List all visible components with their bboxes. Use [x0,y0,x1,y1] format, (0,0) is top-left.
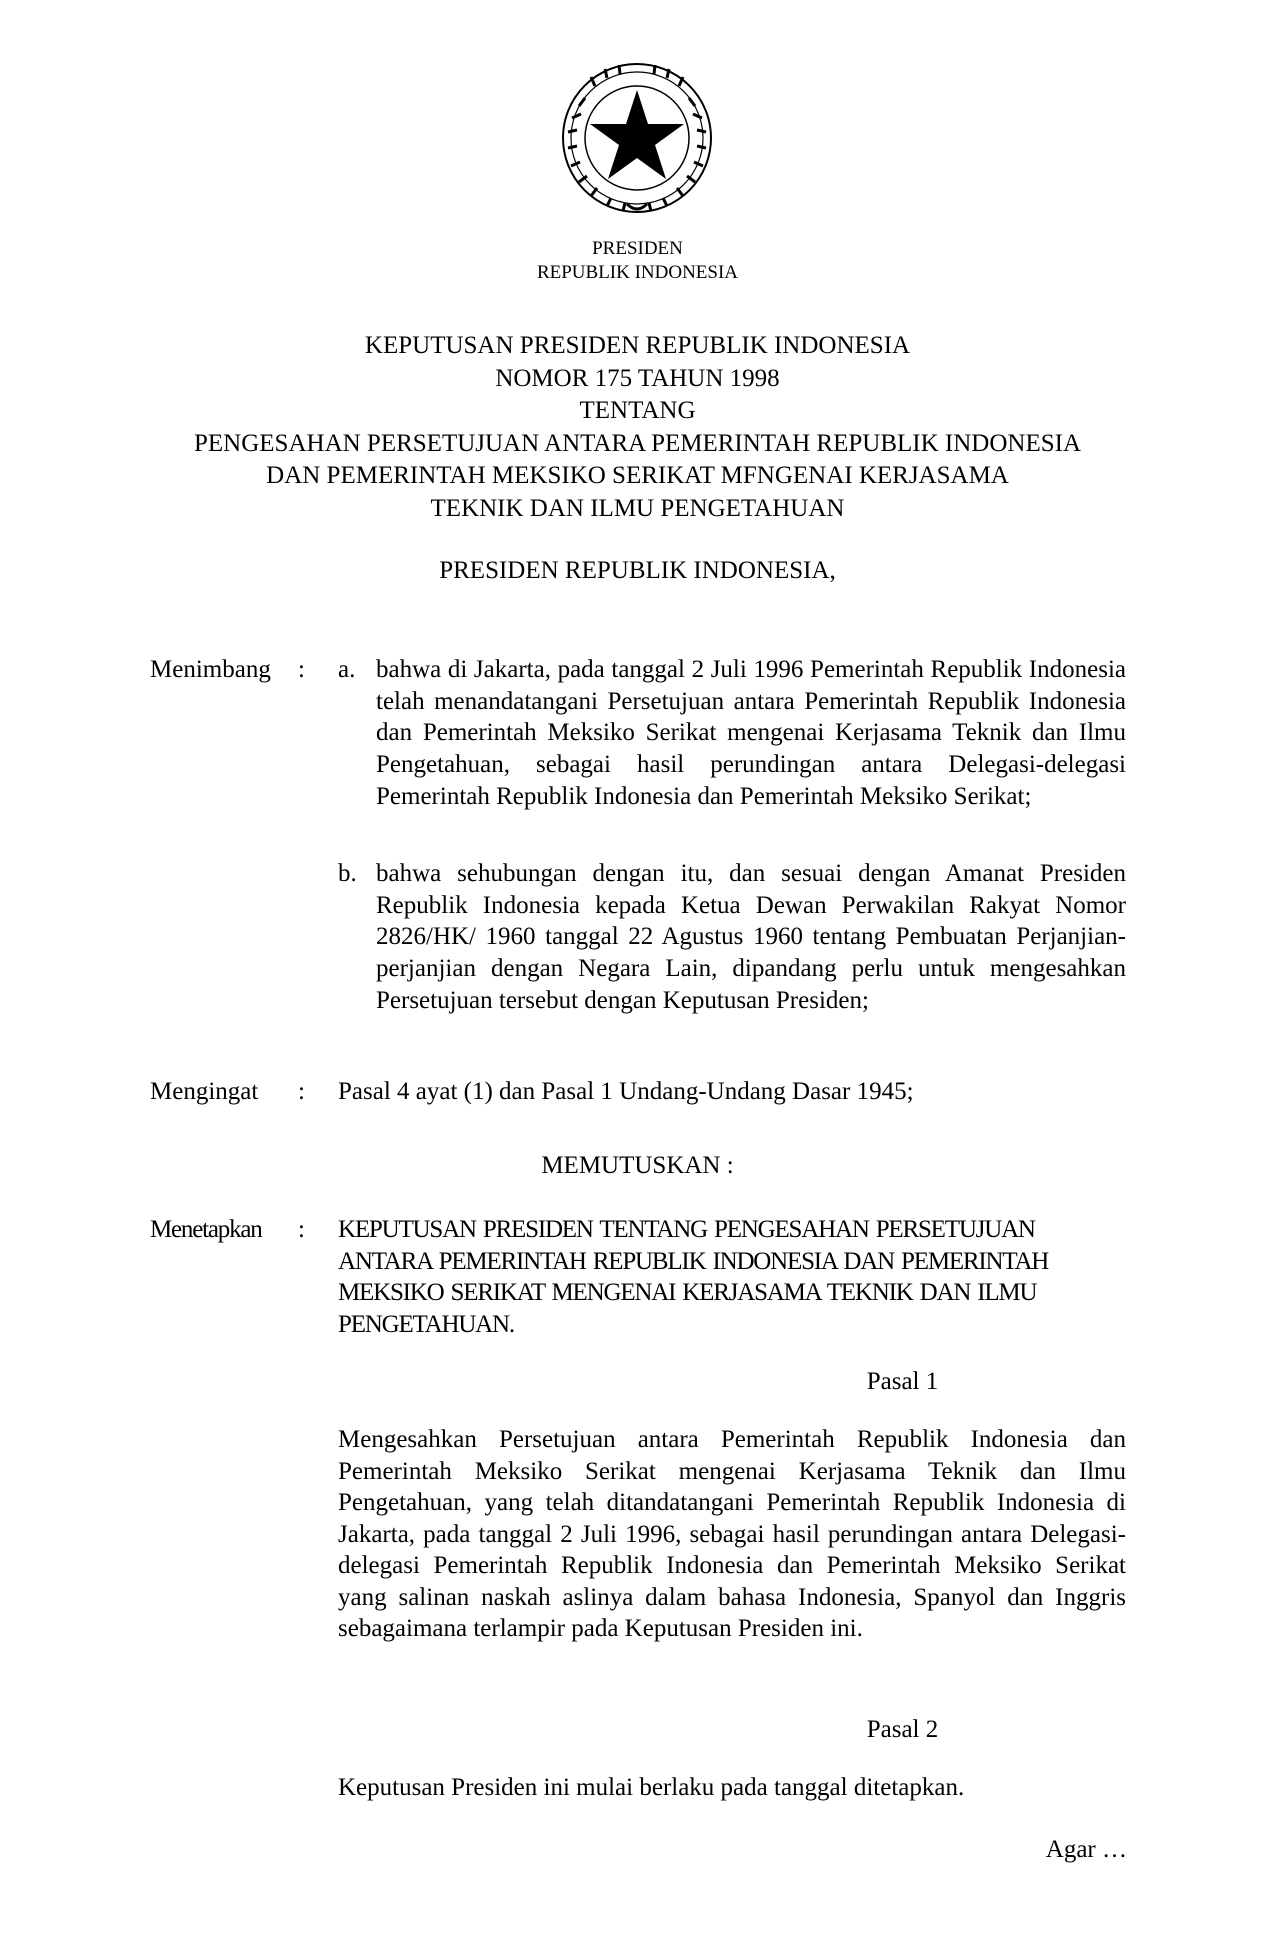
pasal-2-heading: Pasal 2 [866,1716,939,1743]
pasal-1-text: Mengesahkan Persetujuan antara Pemerintah Republik Indonesia dan Pemerintah Meksiko Serikat mengenai Kerjasama Teknik dan Ilmu Pengetahuan, yang telah ditandatangani Pemerintah Republik Indonesia di Jakarta, pada tanggal 2 Juli 1996, sebagai hasil perundingan antara Delegasi-delegasi Pemerintah Republik Indonesia dan Pemerintah Meksiko Serikat yang salinan naskah aslinya dalam bahasa Indonesia, Spanyol dan Inggris sebagaimana terlampir pada Keputusan Presiden ini. [338,1426,1126,1642]
document-title [0,330,1275,525]
mengingat-colon: : [298,1078,305,1105]
menimbang-item-b-text: bahwa sehubungan dengan itu, dan sesuai dengan Amanat Presiden Republik Indonesia kepada Ketua Dewan Perwakilan Rakyat Nomor 2826/HK/ 1960 tanggal 22 Agustus 1960 tentang Pembuatan Perjanjian-perjanjian dengan Negara Lain, dipandang perlu untuk mengesahkan Persetujuan tersebut dengan Keputusan Presiden; [376,860,1126,1014]
title-line-2: NOMOR 175 TAHUN 1998 [495,364,780,392]
header-presiden: PRESIDEN [592,238,683,259]
header-republik-indonesia: REPUBLIK INDONESIA [536,262,739,283]
menimbang-label: Menimbang [150,656,271,683]
garuda-star-emblem-icon [555,58,719,222]
menetapkan-text: KEPUTUSAN PRESIDEN TENTANG PENGESAHAN PERSETUJUAN ANTARA PEMERINTAH REPUBLIK INDONESIA DAN PEMERINTAH MEKSIKO SERIKAT MENGENAI KERJASAMA TEKNIK DAN ILMU PENGETAHUAN. [338,1216,1049,1338]
menimbang-item-b-mark: b. [338,860,357,887]
mengingat-text: Pasal 4 ayat (1) dan Pasal 1 Undang-Undang Dasar 1945; [338,1078,914,1105]
menetapkan-colon: : [298,1216,305,1243]
title-line-6: TEKNIK DAN ILMU PENGETAHUAN [430,494,845,522]
menimbang-item-a-mark: a. [338,656,356,683]
pasal-1-heading: Pasal 1 [866,1368,939,1395]
title-line-5: DAN PEMERINTAH MEKSIKO SERIKAT MFNGENAI KERJASAMA [266,462,1009,489]
title-line-4: PENGESAHAN PERSETUJUAN ANTARA PEMERINTAH REPUBLIK INDONESIA [194,429,1081,457]
memutuskan-heading: MEMUTUSKAN : [541,1152,734,1179]
continuation-catchword: Agar … [1045,1836,1127,1863]
title-line-1: KEPUTUSAN PRESIDEN REPUBLIK INDONESIA [364,332,911,359]
menimbang-colon: : [298,656,305,683]
presiden-line: PRESIDEN REPUBLIK INDONESIA, [439,557,836,584]
mengingat-label: Mengingat [150,1078,259,1105]
menimbang-item-a-text: bahwa di Jakarta, pada tanggal 2 Juli 1996 Pemerintah Republik Indonesia telah menandatangani Persetujuan antara Pemerintah Republik Indonesia dan Pemerintah Meksiko Serikat mengenai Kerjasama Teknik dan Ilmu Pengetahuan, sebagai hasil perundingan antara Delegasi-delegasi Pemerintah Republik Indonesia dan Pemerintah Meksiko Serikat; [376,656,1126,810]
menetapkan-label: Menetapkan [150,1216,262,1243]
title-line-3: TENTANG [579,397,696,424]
pasal-2-text: Keputusan Presiden ini mulai berlaku pada tanggal ditetapkan. [338,1774,965,1801]
